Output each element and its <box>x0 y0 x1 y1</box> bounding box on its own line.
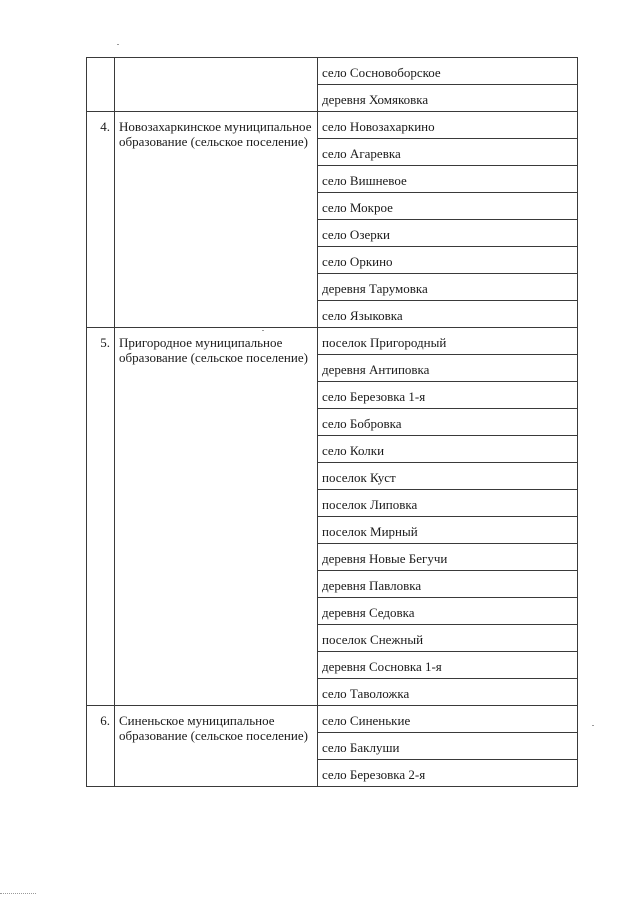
settlement-name: деревня Антиповка <box>318 355 578 382</box>
settlement-name: село Бобровка <box>318 409 578 436</box>
table-row <box>87 328 578 355</box>
municipality-number: 4. <box>87 112 115 328</box>
settlement-name: село Таволожка <box>318 679 578 706</box>
municipality-number <box>87 58 115 112</box>
settlements-table-body <box>87 58 578 787</box>
settlement-name: поселок Куст <box>318 463 578 490</box>
municipality-name: Синеньское муниципальное образование (сельское поселение) <box>115 706 318 787</box>
settlement-name: село Сосновоборское <box>318 58 578 85</box>
municipality-name <box>115 58 318 112</box>
settlement-name: село Мокрое <box>318 193 578 220</box>
settlement-name: деревня Новые Бегучи <box>318 544 578 571</box>
scan-speck <box>592 725 594 726</box>
table-row <box>87 58 578 85</box>
settlement-name: село Березовка 2-я <box>318 760 578 787</box>
settlement-name: село Озерки <box>318 220 578 247</box>
municipality-number: 6. <box>87 706 115 787</box>
municipality-name: Новозахаркинское муниципальное образование (сельское поселение) <box>115 112 318 328</box>
settlement-name: село Агаревка <box>318 139 578 166</box>
scan-speck <box>117 44 119 45</box>
settlement-name: деревня Седовка <box>318 598 578 625</box>
municipality-name: Пригородное муниципальное образование (сельское поселение) <box>115 328 318 706</box>
scan-mark <box>0 893 36 895</box>
settlement-name: село Колки <box>318 436 578 463</box>
settlement-name: поселок Мирный <box>318 517 578 544</box>
settlement-name: село Языковка <box>318 301 578 328</box>
settlement-name: деревня Сосновка 1-я <box>318 652 578 679</box>
table-row <box>87 112 578 139</box>
settlement-name: поселок Пригородный <box>318 328 578 355</box>
settlement-name: деревня Тарумовка <box>318 274 578 301</box>
settlement-name: село Оркино <box>318 247 578 274</box>
settlement-name: поселок Липовка <box>318 490 578 517</box>
settlement-name: деревня Хомяковка <box>318 85 578 112</box>
settlements-table <box>86 57 578 787</box>
settlement-name: село Вишневое <box>318 166 578 193</box>
settlement-name: поселок Снежный <box>318 625 578 652</box>
settlement-name: село Березовка 1-я <box>318 382 578 409</box>
municipality-number: 5. <box>87 328 115 706</box>
settlement-name: деревня Павловка <box>318 571 578 598</box>
table-row <box>87 706 578 733</box>
settlement-name: село Синенькие <box>318 706 578 733</box>
settlement-name: село Баклуши <box>318 733 578 760</box>
settlement-name: село Новозахаркино <box>318 112 578 139</box>
